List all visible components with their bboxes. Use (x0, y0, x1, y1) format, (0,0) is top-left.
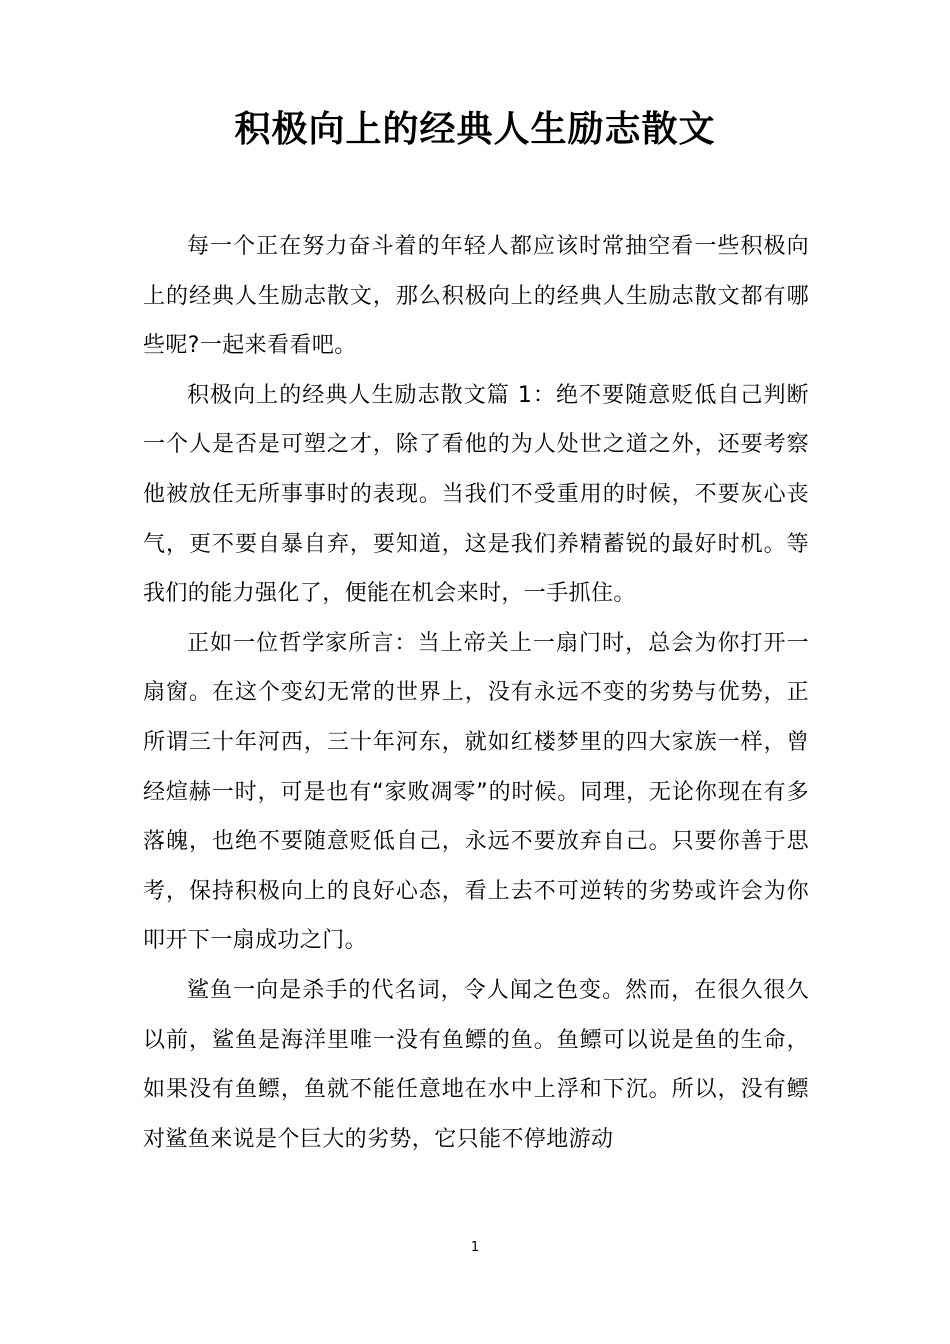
paragraph-shark: 鲨鱼一向是杀手的代名词，令人闻之色变。然而，在很久很久以前，鲨鱼是海洋里唯一没有鱼鳔的鱼。鱼鳔可以说是鱼的生命，如果没有鱼鳔，鱼就不能任意地在水中上浮和下沉。所以，没有鳔对鲨鱼来说是个巨大的劣势，它只能不停地游动 (143, 977, 809, 1152)
document-title: 积极向上的经典人生励志散文 (234, 109, 716, 150)
paragraph-intro: 每一个正在努力奋斗着的年轻人都应该时常抽空看一些积极向上的经典人生励志散文，那么积极向上的经典人生励志散文都有哪些呢?一起来看看吧。 (143, 234, 809, 359)
paragraph-philosopher: 正如一位哲学家所言：当上帝关上一扇门时，总会为你打开一扇窗。在这个变幻无常的世界上，没有永远不变的劣势与优势，正所谓三十年河西，三十年河东，就如红楼梦里的四大家族一样，曾经煊赫一时，可是也有“家败凋零”的时候。同理，无论你现在有多落魄，也绝不要随意贬低自己，永远不要放弃自己。只要你善于思考，保持积极向上的良好心态，看上去不可逆转的劣势或许会为你叩开下一扇成功之门。 (143, 630, 809, 954)
paragraph-article-1: 积极向上的经典人生励志散文篇 1：绝不要随意贬低自己判断一个人是否是可塑之才，除了看他的为人处世之道之外，还要考察他被放任无所事事时的表现。当我们不受重用的时候，不要灰心丧气，更不要自暴自弃，要知道，这是我们养精蓄锐的最好时机。等我们的能力强化了，便能在机会来时，一手抓住。 (143, 382, 809, 607)
document-body (143, 222, 809, 1164)
page-number: 1 (470, 1240, 480, 1255)
